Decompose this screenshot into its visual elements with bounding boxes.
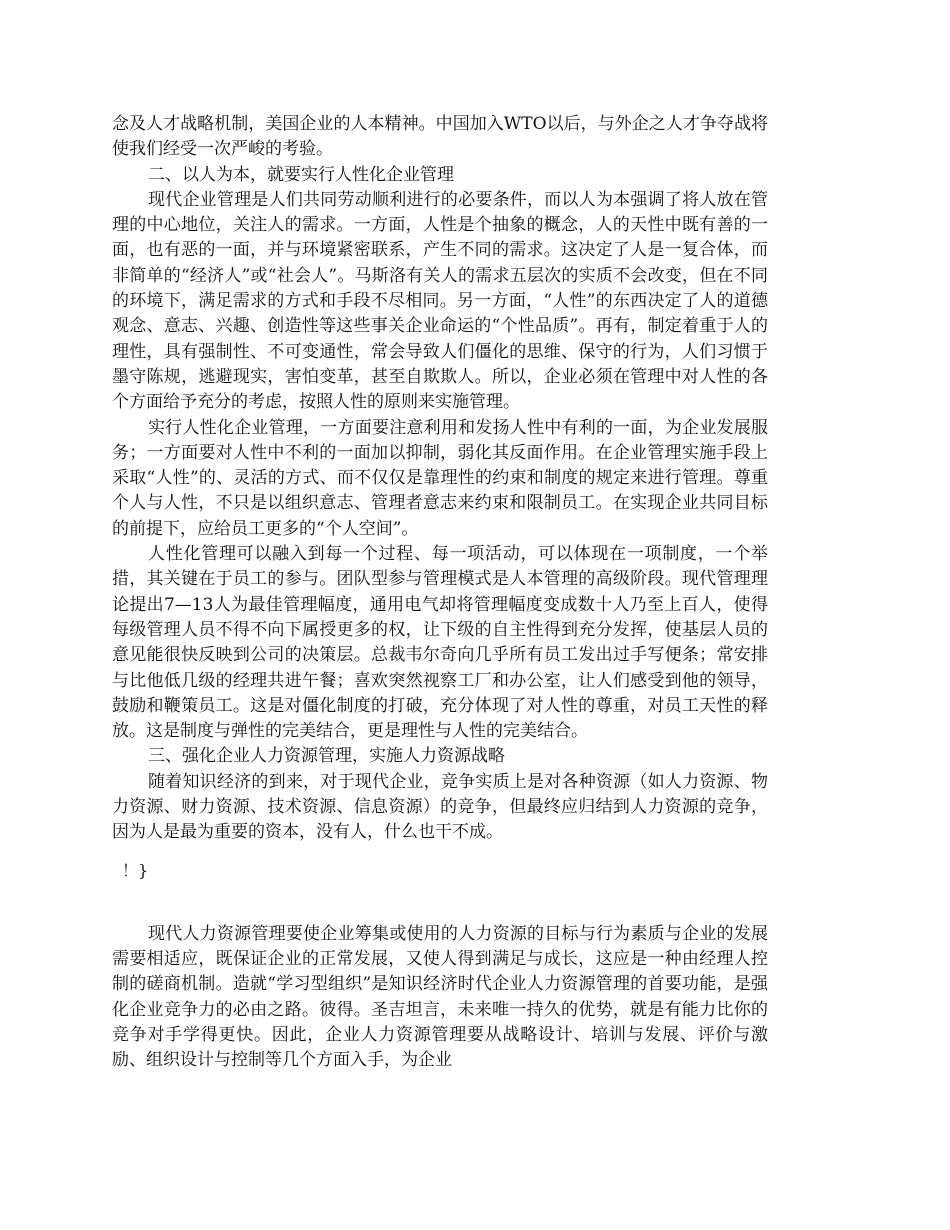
paragraph-continuation: 念及人才战略机制，美国企业的人本精神。中国加入WTO以后，与外企之人才争夺战将使我们经受一次严峻的考验。 <box>112 114 768 160</box>
section-heading-2: 二、以人为本，就要实行人性化企业管理 <box>148 164 454 185</box>
section-heading-3: 三、强化企业人力资源管理，实施人力资源战略 <box>148 746 505 767</box>
blank-gap <box>112 882 768 922</box>
paragraph-body: 现代企业管理是人们共同劳动顺利进行的必要条件，而以人为本强调了将人放在管理的中心地位，关注人的需求。一方面，人性是个抽象的概念，人的天性中既有善的一面，也有恶的一面，并与环境紧密联系，产生不同的需求。这决定了人是一复合体，而非简单的“经济人”或“社会人”。马斯洛有关人的需求五层次的实质不会改变，但在不同的环境下，满足需求的方式和手段不尽相同。另一方面，“人性”的东西决定了人的道德观念、意志、兴趣、创造性等这些事关企业命运的“个性品质”。再有，制定着重于人的理性，具有强制性、不可变通性，常会导致人们僵化的思维、保守的行为，人们习惯于墨守陈规，逃避现实，害怕变革，甚至自欺欺人。所以，企业必须在管理中对人性的各个方面给予充分的考虑，按照人性的原则来实施管理。 <box>112 189 768 413</box>
document-page <box>112 112 768 1073</box>
paragraph-body: 实行人性化企业管理，一方面要注意利用和发扬人性中有利的一面，为企业发展服务；一方面要对人性中不利的一面加以抑制，弱化其反面作用。在企业管理实施手段上采取“人性”的、灵活的方式、而不仅仅是靠理性的约束和制度的规定来进行管理。尊重个人与人性，不只是以组织意志、管理者意志来约束和限制员工。在实现企业共同目标的前提下，应给员工更多的“个人空间”。 <box>112 417 768 539</box>
paragraph-body: 现代人力资源管理要使企业筹集或使用的人力资源的目标与行为素质与企业的发展需要相适应，既保证企业的正常发展，又使人得到满足与成长，这应是一种由经理人控制的磋商机制。造就“学习型组织”是知识经济时代企业人力资源管理的首要功能，是强化企业竞争力的必由之路。彼得。圣吉坦言，未来唯一持久的优势，就是有能力比你的竞争对手学得更快。因此，企业人力资源管理要从战略设计、培训与发展、评价与激励、组织设计与控制等几个方面入手，为企业 <box>112 923 768 1071</box>
paragraph-body: 随着知识经济的到来，对于现代企业，竞争实质上是对各种资源（如人力资源、物力资源、财力资源、技术资源、信息资源）的竞争，但最终应归结到人力资源的竞争，因为人是最为重要的资本，没有人，什么也干不成。 <box>112 771 768 843</box>
stray-mark: ！} <box>122 860 149 880</box>
paragraph-body: 人性化管理可以融入到每一个过程、每一项活动，可以体现在一项制度，一个举措，其关键在于员工的参与。团队型参与管理模式是人本管理的高级阶段。现代管理理论提出7—13人为最佳管理幅度，通用电气却将管理幅度变成数十人乃至上百人，使得每级管理人员不得不向下属授更多的权，让下级的自主性得到充分发挥，使基层人员的意见能很快反映到公司的决策层。总裁韦尔奇向几乎所有员工发出过手写便条；常安排与比他低几级的经理共进午餐；喜欢突然视察工厂和办公室，让人们感受到他的领导，鼓励和鞭策员工。这是对僵化制度的打破，充分体现了对人性的尊重，对员工天性的释放。这是制度与弹性的完美结合，更是理性与人性的完美结合。 <box>112 544 768 742</box>
